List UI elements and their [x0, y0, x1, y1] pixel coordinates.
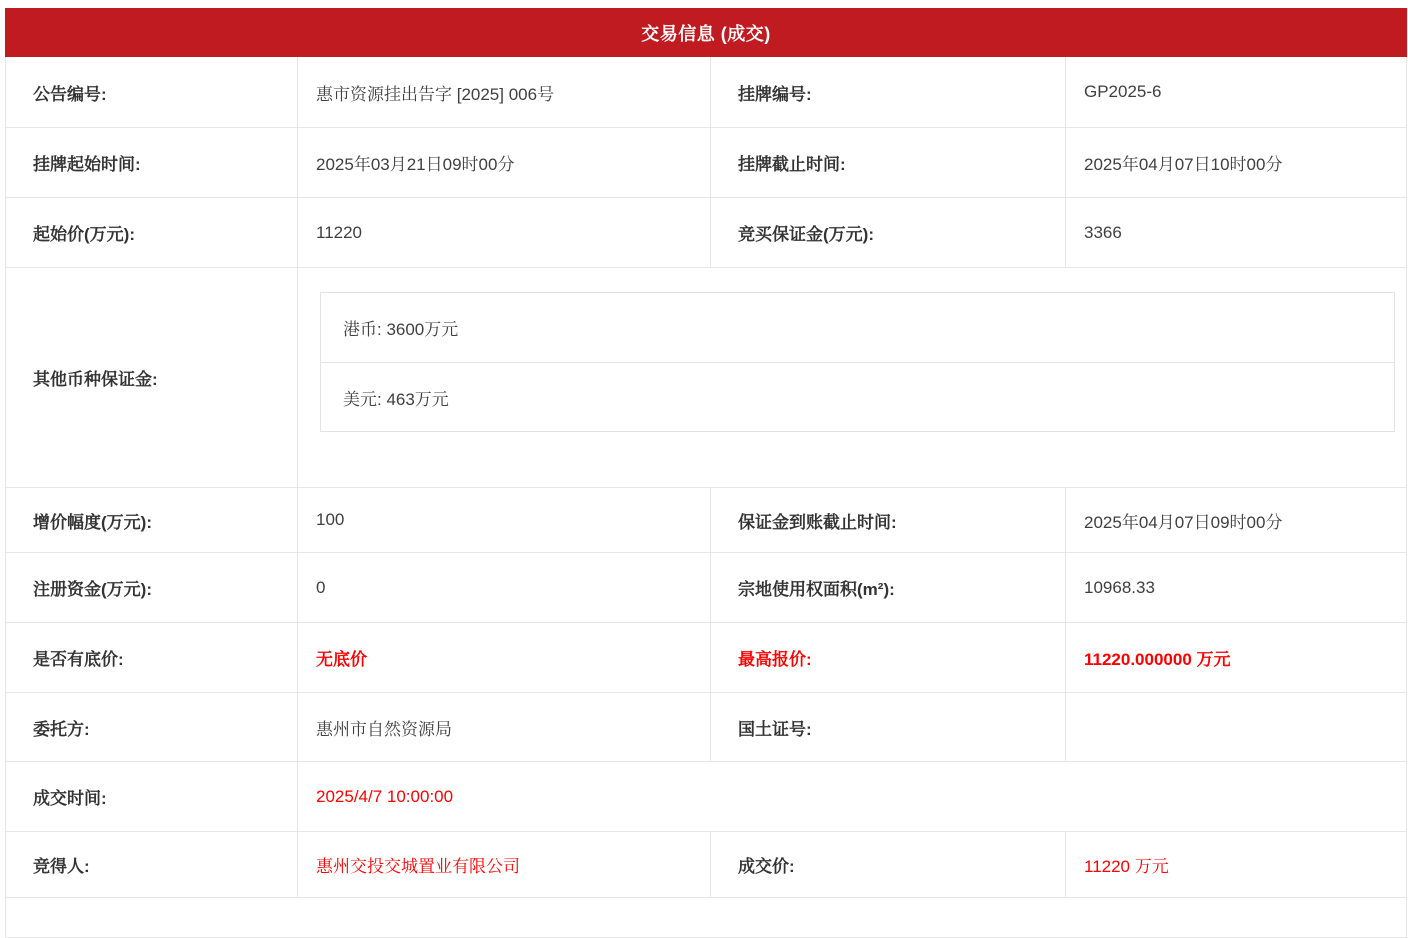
row-listing-time: [6, 128, 1406, 198]
winner-label: 竞得人:: [6, 832, 298, 897]
row-capital-area: [6, 553, 1406, 623]
row-deal-time: [6, 762, 1406, 832]
land-cert-no-label: 国土证号:: [711, 693, 1066, 761]
row-partial-clipped: [6, 898, 1406, 938]
entrusting-party-value: 惠州市自然资源局: [298, 693, 711, 761]
has-reserve-price-label: 是否有底价:: [6, 623, 298, 692]
table-title-bar: [5, 8, 1407, 57]
row-reserve-highest: [6, 623, 1406, 693]
row-increment: [6, 488, 1406, 553]
table-title: 交易信息 (成交): [641, 23, 771, 44]
start-price-label: 起始价(万元):: [6, 198, 298, 267]
listing-no-label: 挂牌编号:: [711, 57, 1066, 127]
listing-start-label: 挂牌起始时间:: [6, 128, 298, 197]
other-deposit-label: 其他币种保证金:: [6, 268, 298, 487]
transaction-info-table: [5, 8, 1407, 938]
row-other-deposit: [6, 268, 1406, 488]
increment-label: 增价幅度(万元):: [6, 488, 298, 552]
row-entrust-cert: [6, 693, 1406, 762]
deal-price-value: 11220 万元: [1084, 857, 1169, 876]
deposit-deadline-value: 2025年04月07日09时00分: [1084, 512, 1283, 532]
start-price-value: 11220: [298, 198, 711, 267]
registered-capital-label: 注册资金(万元):: [6, 553, 298, 622]
winner-value: 惠州交投交城置业有限公司: [298, 832, 711, 897]
bid-deposit-value: 3366: [1084, 222, 1122, 242]
currency-deposit-box: [320, 292, 1395, 432]
listing-no-value: GP2025-6: [1084, 82, 1162, 101]
deal-time-label: 成交时间:: [6, 762, 298, 831]
row-winner-price: [6, 832, 1406, 898]
land-area-label: 宗地使用权面积(m²):: [711, 553, 1066, 622]
deposit-deadline-label: 保证金到账截止时间:: [711, 488, 1066, 552]
row-notice-no: [6, 57, 1406, 128]
bid-deposit-label: 竞买保证金(万元):: [711, 198, 1066, 267]
has-reserve-price-value: 无底价: [298, 623, 711, 692]
notice-no-label: 公告编号:: [6, 57, 298, 127]
increment-value: 100: [298, 488, 711, 552]
row-price-deposit: [6, 198, 1406, 268]
deal-price-label: 成交价:: [711, 832, 1066, 897]
listing-end-label: 挂牌截止时间:: [711, 128, 1066, 197]
hkd-deposit: 港币: 3600万元: [343, 320, 459, 339]
highest-bid-label: 最高报价:: [711, 623, 1066, 692]
land-cert-no-value: [1066, 693, 1406, 761]
listing-end-value: 2025年04月07日10时00分: [1084, 155, 1283, 174]
highest-bid-value: 11220.000000 万元: [1084, 650, 1231, 669]
entrusting-party-label: 委托方:: [6, 693, 298, 761]
usd-deposit: 美元: 463万元: [321, 362, 1394, 431]
table-body: [5, 57, 1407, 938]
land-area-value: 10968.33: [1084, 577, 1155, 597]
deal-time-value: 2025/4/7 10:00:00: [316, 786, 454, 806]
registered-capital-value: 0: [298, 553, 711, 622]
listing-start-value: 2025年03月21日09时00分: [298, 128, 711, 197]
other-deposit-value-cell: [298, 268, 1406, 487]
notice-no-value: 惠市资源挂出告字 [2025] 006号: [298, 57, 711, 127]
